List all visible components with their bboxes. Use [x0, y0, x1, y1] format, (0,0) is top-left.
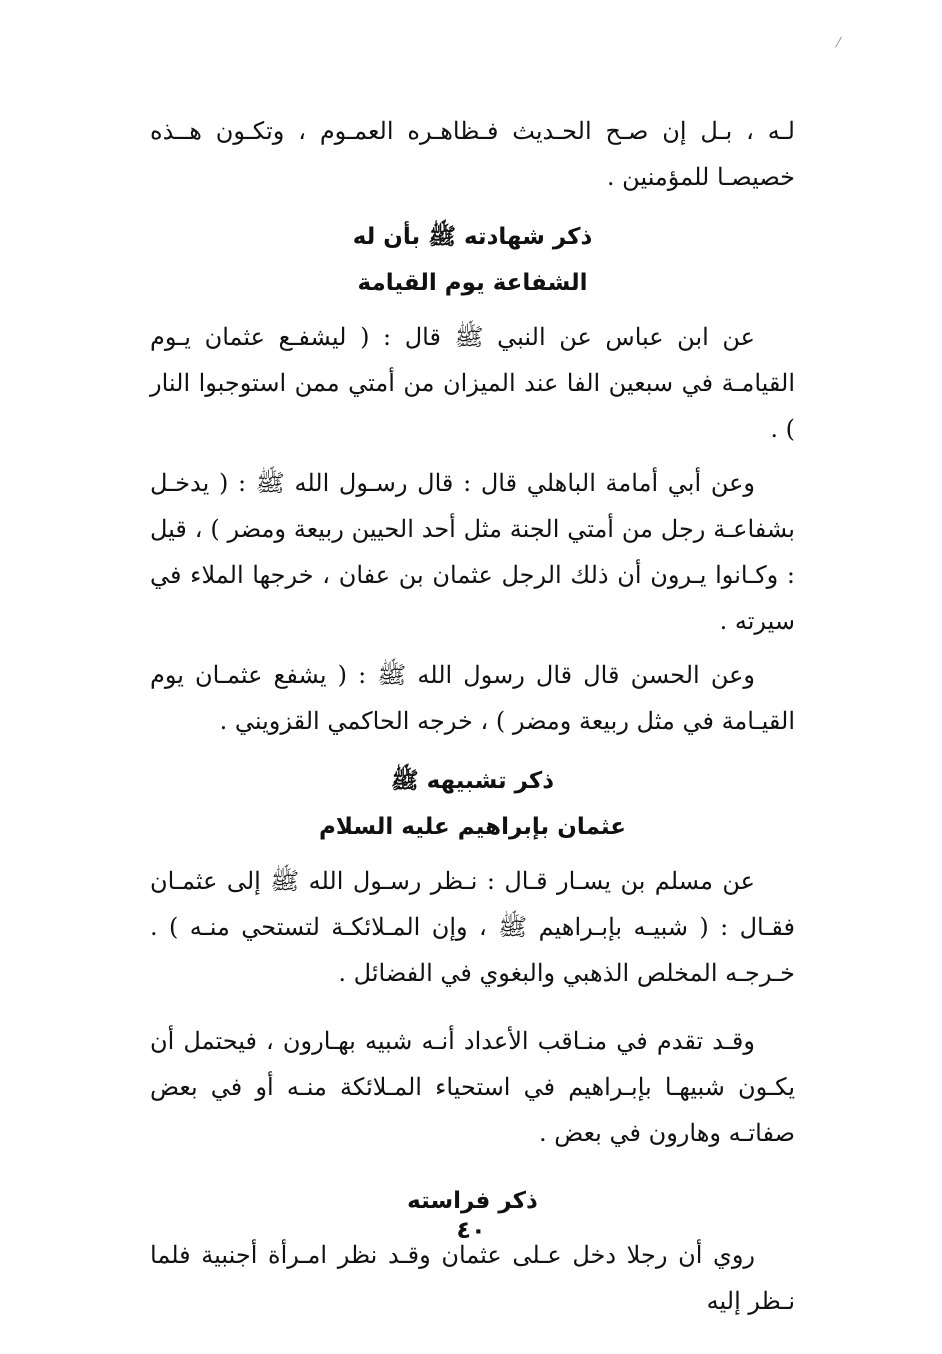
- stray-mark: [835, 37, 842, 48]
- section1-heading-line1: ذكر شهادته ﷺ بأن له: [352, 224, 593, 250]
- section1-paragraph-3: وعن الحسن قال قال رسول الله ﷺ : ( يشفع عثمـان يوم القيـامة في مثل ربيعة ومضر ) ، خرجه الحاكمي القزويني .: [150, 661, 795, 735]
- section2-paragraph-2: وقـد تقدم في منـاقب الأعداد أنـه شبيه بهـارون ، فيحتمل أن يكـون شبيهـا بإبـراهيم في استحياء المـلائكة منـه أو في بعض صفاتـه وهارون في بعض .: [150, 1027, 795, 1147]
- section3-paragraph-1: روي أن رجلا دخل عـلى عثمان وقـد نظر امـرأة أجنبية فلما نـظر إليه: [150, 1241, 795, 1315]
- section1-paragraph-1: عن ابن عباس عن النبي ﷺ قال : ( ليشفـع عثمان يـوم القيامـة في سبعين الفا عند الميزان من أمتي ممن استوجبوا النار ) .: [150, 323, 795, 443]
- page-body: [150, 108, 795, 1324]
- section3-heading: ذكر فراسته: [407, 1188, 538, 1214]
- section2-paragraph-1: عن مسلم بن يسـار قـال : نـظر رسـول الله ﷺ إلى عثمـان فقـال : ( شبيـه بإبـراهيم ﷺ ، وإن المـلائكـة لتستحي منـه ) . خـرجـه المخلص الذهبي والبغوي في الفضائل .: [150, 867, 795, 987]
- section2-heading-line2: عثمان بإبراهيم عليه السلام: [319, 814, 626, 840]
- section2-heading-line1: ذكر تشبيهه ﷺ: [390, 768, 555, 794]
- section1-paragraph-2: وعن أبي أمامة الباهلي قال : قال رسـول الله ﷺ : ( يدخـل بشفاعـة رجل من أمتي الجنة مثل أحد الحيين ربيعة ومضر ) ، قيل : وكـانوا يـرون أن ذلك الرجل عثمان بن عفان ، خرجها الملاء في سيرته .: [150, 469, 795, 635]
- page-number: ٤٠: [456, 1216, 486, 1244]
- continuation-paragraph: لـه ، بـل إن صـح الحـديث فـظاهـره العمـوم ، وتكـون هــذه خصيصـا للمؤمنين .: [150, 117, 795, 191]
- section1-heading-line2: الشفاعة يوم القيامة: [357, 270, 588, 296]
